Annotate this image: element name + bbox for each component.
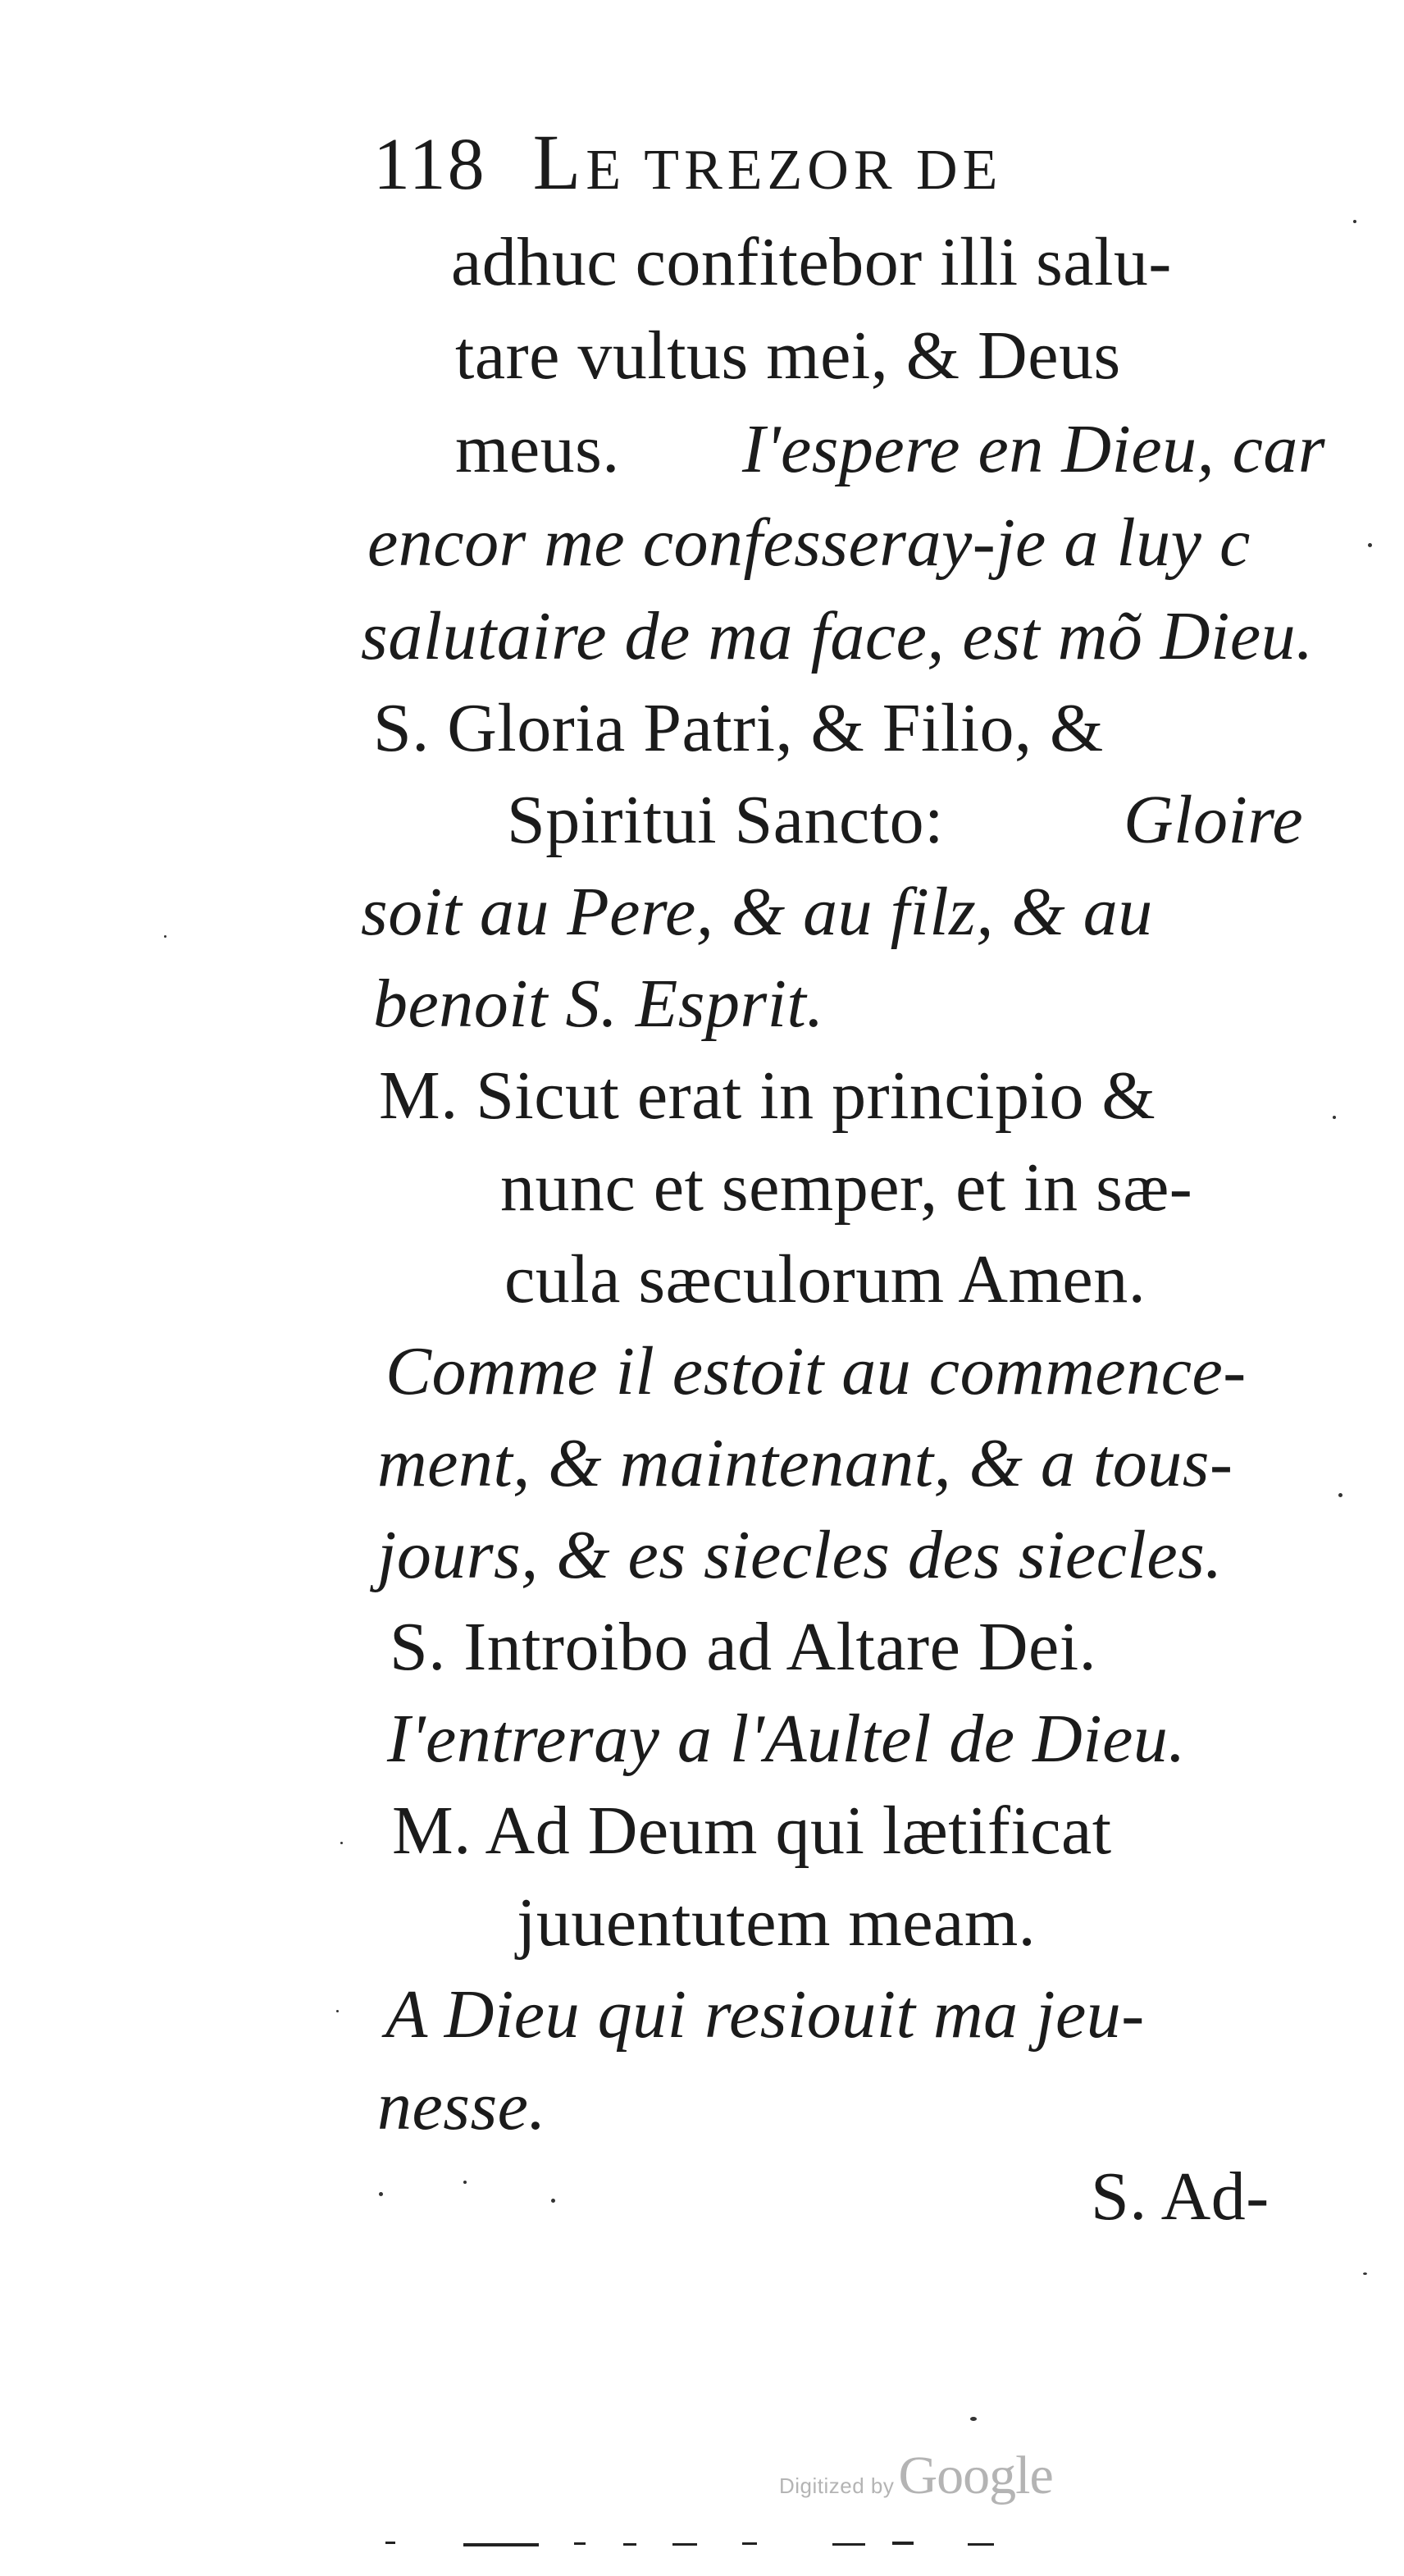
bottom-edge-mark bbox=[574, 2542, 586, 2545]
scan-speck bbox=[379, 2192, 383, 2196]
text-line: juuentutem meam. bbox=[517, 1884, 1037, 1961]
bottom-edge-mark bbox=[463, 2543, 539, 2546]
scan-speck bbox=[164, 935, 166, 938]
text-line-french: Gloire bbox=[1124, 782, 1304, 858]
text-line: S. Gloria Patri, & Filio, & bbox=[373, 690, 1104, 766]
text-line: nunc et semper, et in sæ- bbox=[500, 1149, 1193, 1226]
bottom-edge-mark bbox=[672, 2543, 697, 2546]
bottom-edge-mark bbox=[385, 2542, 395, 2544]
running-header bbox=[373, 118, 1003, 206]
text-line-french: nesse. bbox=[377, 2068, 546, 2144]
header-title-rest: E TREZOR DE bbox=[586, 139, 1003, 202]
bottom-edge-mark bbox=[892, 2542, 914, 2545]
text-line: S. Introibo ad Altare Dei. bbox=[390, 1609, 1097, 1685]
text-line: M. Sicut erat in principio & bbox=[379, 1057, 1156, 1134]
catchword: S. Ad- bbox=[1091, 2158, 1270, 2235]
text-line: M. Ad Deum qui lætificat bbox=[392, 1793, 1112, 1869]
text-line: meus. bbox=[455, 411, 620, 487]
scan-speck bbox=[1368, 543, 1372, 547]
text-line-french: Comme il estoit au commence- bbox=[385, 1333, 1247, 1409]
scan-speck bbox=[1353, 220, 1356, 223]
text-line: tare vultus mei, & Deus bbox=[455, 317, 1121, 394]
scan-speck bbox=[1338, 1493, 1342, 1497]
scan-speck bbox=[463, 2181, 467, 2184]
text-line: cula sæculorum Amen. bbox=[504, 1241, 1146, 1318]
text-line-french: I'espere en Dieu, car bbox=[742, 411, 1326, 487]
scan-speck bbox=[1333, 1116, 1336, 1119]
scan-speck bbox=[970, 2417, 977, 2421]
text-line: Spiritui Sancto: bbox=[507, 782, 944, 858]
page-number: 118 bbox=[373, 124, 486, 205]
scan-speck bbox=[1363, 2272, 1367, 2275]
scan-speck bbox=[551, 2199, 555, 2203]
bottom-edge-mark bbox=[832, 2543, 865, 2546]
text-line-french: soit au Pere, & au filz, & au bbox=[361, 874, 1153, 950]
bottom-edge-mark bbox=[742, 2542, 757, 2545]
bottom-edge-mark bbox=[968, 2543, 994, 2546]
scan-speck bbox=[336, 2010, 339, 2012]
header-title-initial: L bbox=[532, 118, 586, 206]
watermark-prefix: Digitized by bbox=[779, 2473, 895, 2498]
text-line-french: I'entreray a l'Aultel de Dieu. bbox=[387, 1701, 1186, 1777]
scan-speck bbox=[340, 1842, 343, 1844]
text-line-french: salutaire de ma face, est mõ Dieu. bbox=[361, 598, 1314, 674]
text-line-french: benoit S. Esprit. bbox=[373, 966, 824, 1042]
google-watermark bbox=[779, 2445, 1053, 2507]
bottom-edge-mark bbox=[623, 2543, 636, 2546]
text-line-french: jours, & es siecles des siecles. bbox=[377, 1517, 1223, 1593]
text-line-french: A Dieu qui resiouit ma jeu- bbox=[385, 1976, 1145, 2053]
text-line: adhuc confitebor illi salu- bbox=[451, 224, 1172, 300]
text-line-french: ment, & maintenant, & a tous- bbox=[377, 1425, 1233, 1501]
text-line-french: encor me confesseray-je a luy c bbox=[367, 505, 1251, 581]
watermark-brand: Google bbox=[898, 2446, 1053, 2505]
